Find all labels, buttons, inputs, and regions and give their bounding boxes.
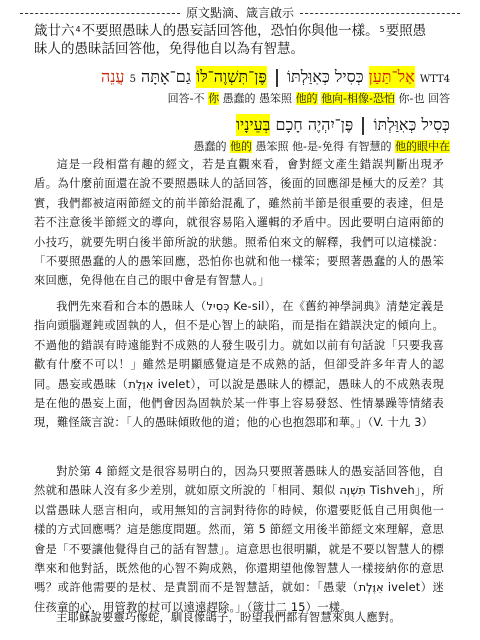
paragraph-3 — [34, 462, 444, 617]
gloss-1-8: 回答-不 — [167, 92, 205, 105]
paragraph-4-text: 主耶穌說要靈巧像蛇，馴良像鴿子，盼望我們都有智慧來與人應對。 — [56, 611, 401, 624]
verse-5-text-b: 昧人的愚昧話回答他，免得他自以為有智慧。 — [34, 41, 304, 57]
separator-bar — [276, 69, 278, 87]
gloss-1-1: 回答 — [428, 92, 450, 105]
hebrew-word-beeinav: בְּעֵינָיו — [235, 115, 271, 134]
header-title: 原文點滴、箴言啟示 — [186, 6, 295, 20]
hebrew-line-1 — [30, 66, 450, 88]
hebrew-word-chakham: חָכָם — [275, 115, 303, 134]
hebrew-word-kesil: כְּסִיל — [334, 67, 364, 86]
separator-bar-2 — [362, 117, 364, 135]
paragraph-1 — [34, 155, 444, 291]
hebrew-line-2 — [30, 114, 450, 136]
gloss-1-4: 他的 — [295, 92, 318, 105]
verse-number-4: 4 — [75, 25, 81, 34]
wtt-label: WTT — [419, 74, 444, 85]
gloss-2-4: 他-是-免得 — [292, 140, 344, 153]
verse-4-text: 不要照愚昧人的愚妄話回答他，恐怕你與他一樣。 — [81, 23, 379, 39]
gloss-2-2: 他的 — [230, 140, 253, 153]
gloss-1-5: 愚笨照 — [259, 92, 293, 105]
hebrew-word-pen-yihyeh: פֶּן־יִהְיֶה — [307, 115, 354, 134]
hebrew-word-keivvalto: כְּאִוַּלְתּוֹ — [286, 67, 330, 86]
verse-number-4-hebrew: 4 — [443, 74, 450, 85]
hebrew-word-pen-tishveh-lo: פֶּן־תִּשְׁוֶה־לּוֹ — [196, 67, 267, 86]
gloss-1-6: 愚蠢的 — [222, 92, 256, 105]
hebrew-word-gam-attah: גַם־אָתָּה — [141, 67, 191, 86]
paragraph-3-text: 對於第 4 節經文是很容易明白的，因為只要照著愚昧人的愚妄話回答他，自然就和愚昧人沒有多少差別，就如原文所說的「相同、類似 תִּשְׁוֶה Tishveh」，所以當愚昧人惡言相向，或用無知的言詞對待你的時候，你還要貶低自己用與他一樣的方式回應嗎？這是態度問題。然而，第 5 節經文用後半節經文來理解，意思會是「不要讓他覺得自己的話有智慧」。這意思也很明顯，就是不要以智慧人的標準來和他對話，既然他的心智不夠成熟，你還期望他像智慧人一樣接納你的意思嗎？或許他需要的是杖、是責罰而不是智慧話，就如：「愚蒙（אִוֶּלֶת ivelet）迷住孩童的心，用管教的杖可以遠遠趕除。」（箴廿二 15）一樣。 — [34, 465, 445, 614]
verse-5-text-a: 要照愚 — [385, 23, 427, 39]
gloss-1-2: 你-也 — [398, 92, 425, 105]
verse-reference: 箴廿六 — [34, 23, 75, 39]
gloss-1-7: 你 — [208, 92, 220, 105]
section-header — [20, 6, 460, 20]
gloss-2-6: 他的眼中在 — [395, 140, 450, 153]
hebrew-word-al-taan: אַל־תַּעַן — [368, 67, 415, 86]
paragraph-4 — [34, 608, 444, 627]
hebrew-word-keivvalto-2: כְּאִוַּלְתּוֹ — [373, 115, 417, 134]
gloss-line-2 — [30, 140, 450, 154]
verse-number-5: 5 — [379, 25, 385, 34]
gloss-2-5: 有智慧的 — [347, 140, 392, 153]
verse-text — [34, 22, 446, 58]
gloss-2-1: 愚蠢的 — [193, 140, 227, 153]
paragraph-1-text: 這是一段相當有趣的經文，若是直觀來看，會對經文產生錯誤判斷出現矛盾。為什麼前面還在說不要照愚昧人的話回答，後面的回應卻是極大的反差？其實，我們都被這兩節經文的前半節給混亂了，雖然前半節是很重要的表達，但是若不注意後半節經文的導向，就很容易陷入邏輯的矛盾中。因此要明白這兩節的小技巧，就要先明白後半節所說的狀態。照希伯來文的解釋，我們可以這樣說：「不要照愚蠢的人的愚笨回應，恐怕你也就和他一樣笨；要照著愚蠢的人的愚笨來回應，免得他在自己的眼中會是有智慧人。」 — [34, 158, 444, 288]
paragraph-2 — [34, 297, 444, 433]
header-rule-left — [20, 13, 180, 14]
hebrew-word-kesil-2: כְּסִיל — [421, 115, 450, 134]
header-rule-right — [300, 13, 460, 14]
hebrew-word-aneh: עֲנֵה — [101, 67, 125, 86]
gloss-1-3: 他向-相像-恐怕 — [321, 92, 396, 105]
paragraph-2-text: 我們先來看和合本的愚昧人（כְּסִיל Ke-sil），在《舊約神學詞典》清楚定義是指向頭腦遲鈍或固執的人，但不是心智上的缺陷，而是指在錯誤決定的傾向上。不過他的錯誤有時遠能對不成熟的人發生吸引力。就如以前有句話說「只要我喜歡有什麼不可以！」雖然是明顯感覺這是不成熟的話，但卻受許多年青人的認同。愚妄或愚昧（אִוֶּלֶת ivelet），可以說是愚昧人的標記，愚昧人的不成熟表現是在他的愚妄上面，他們會因為固執於某一件事上容易發怒、性情暴躁等情緒表現，難怪箴言說：「人的愚昧傾敗他的道；他的心也抱怨耶和華。」（V. 十九 3） — [34, 300, 445, 430]
gloss-line-1 — [30, 92, 450, 106]
verse-number-5-hebrew: 5 — [129, 74, 136, 85]
gloss-2-3: 愚笨照 — [255, 140, 289, 153]
